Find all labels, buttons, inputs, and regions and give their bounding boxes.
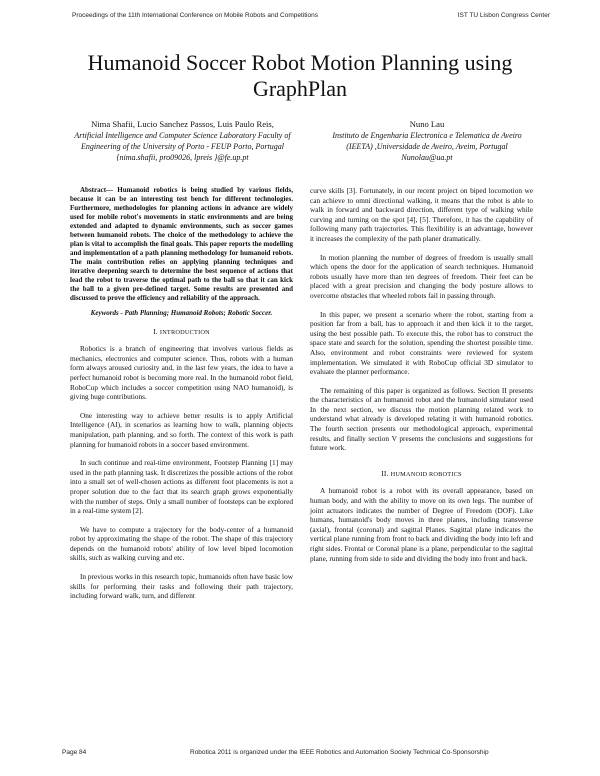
- running-header-left: Proceedings of the 11th International Conference on Mobile Robots and Competitions: [72, 12, 318, 19]
- author-email-2: Nunolau@ua.pt: [401, 153, 453, 162]
- paragraph: In previous works in this research topic, humanoids often have basic low skills for performing their tasks and following their path trajectory, including forward walk, turn, and different: [70, 572, 293, 601]
- abstract: Abstract— Humanoid robotics is being studied by various fields, because it can be an interesting test bench for different technologies. Furthermore, methodologies for planning actions in advance are widely used for mobile robot's movements in static environments and are being extended and adapted to dynamic environments, such as soccer games between humanoid robots. The choice of the methodology to achieve the plan is vital to accomplish the final goals. This paper reports the modelling and implementation of a path planning methodology for humanoid robots. The main contribution relies on applying planning techniques and iterative deepening search to determine the best sequence of actions that lead the robot to traverse the optimal path to the ball so that it can kick the ball to a given pre-defined target. Some results are presented and discussed to prove the efficiency and reliability of the approach.: [70, 186, 293, 302]
- section-heading-humanoid-robotics: [310, 469, 533, 480]
- section-title: INTRODUCTION: [159, 328, 210, 336]
- section-heading-introduction: [70, 327, 293, 338]
- right-column: [310, 186, 533, 572]
- paragraph: One interesting way to achieve better results is to apply Artificial Intelligence (AI), in scenarios as learning how to walk, planning objects manipulation, path planning, and so forth. The context of this work is path planning for humanoid robots in a soccer based environment.: [70, 410, 293, 449]
- paragraph: The remaining of this paper is organized as follows. Section II presents the characteristics of an humanoid robot and the humanoid simulator used In the next section, we discuss the motion planning related work to understand what already is developed relating it with humanoid robotics. The fourth section presents our methodological approach, experimental results, and finally section V presents the conclusions and suggestions for future work.: [310, 385, 533, 453]
- author-names-1: Nima Shafii, Lucio Sanchez Passos, Luis Paulo Reis,: [91, 119, 274, 129]
- paragraph: Robotics is a branch of engineering that involves various fields as mechanics, electronics and computer science. Thus, robots with a human form always aroused curiosity and, in the last few years, the idea to have a perfect humanoid robot is becoming more real. In the humanoid robot field, RoboCup which includes a soccer competition using NAO humanoid), is giving huge contributions.: [70, 344, 293, 402]
- keywords: Keywords - Path Planning; Humanoid Robots; Robotic Soccer.: [90, 309, 273, 317]
- running-header-right: IST TU Lisbon Congress Center: [457, 12, 550, 19]
- author-block-1: [70, 119, 295, 163]
- paragraph: In motion planning the number of degrees of freedom is usually small which opens the door for the application of search techniques. Humanoid robots usually have more than ten degrees of freedom. Their feet can be placed with a great precision and changing the body posture allows to overcome obstacles that wheeled robots fail in passing through.: [310, 252, 533, 300]
- author-affiliation-1: Artificial Intelligence and Computer Science Laboratory Faculty of Engineering of the University of Porto - FEUP Porto, Portugal: [74, 131, 291, 151]
- left-column: [70, 186, 293, 610]
- author-affiliation-2: Instituto de Engenharia Electronica e Telematica de Aveiro (IEETA) ,Universidade de Aveiro, Aveim, Portugal: [332, 131, 522, 151]
- paragraph: In such continue and real-time environment, Footstep Planning [1] may used in the path planning task. It discretizes the possible actions of the robot into a small set of well-chosen actions as different foot placements is not a proper solution due to the fact that its search graph grows exponentially with the number of steps. Only a small number of footsteps can be explored in a real-time system [2].: [70, 458, 293, 516]
- section-number: II.: [381, 468, 389, 478]
- section-title: HUMANOID ROBOTICS: [390, 470, 462, 478]
- section-number: I.: [153, 326, 158, 336]
- paragraph: In this paper, we present a scenario where the robot, starting from a position far from a ball, has to approach it and then kick it to the target, using the best possible path. To execute this, the robot has to construct the space state and search for the solution, spending the shortest possible time. Also, environment and robot constraints were reviewed for system implementation. We simulated it with RoboCup official 3D simulator to evaluate the planner performance.: [310, 309, 533, 377]
- paragraph: curve skills [3]. Fortunately, in our recent project on biped locomotion we can achieve to omni directional walking, it means that the robot is able to walk in forward and backward direction, different type of walking while curving and turning on the spot [4], [5]. Therefore, it has the capability of following many path trajectories. This flexibility is an advantage, however it increases the complexity of the path planer dramatically.: [310, 186, 533, 243]
- paragraph: We have to compute a trajectory for the body-center of a humanoid robot by approximating the shape of the robot. The shape of this trajectory depends on the humanoid robots' ability of low level biped locomotion skills, such as walking curving and etc.: [70, 524, 293, 563]
- footer-note: Robotica 2011 is organized under the IEEE Robotics and Automation Society Technical Co-Sponsorship: [190, 749, 489, 756]
- paragraph: A humanoid robot is a robot with its overall appearance, based on human body, and with the ability to move on its own legs. The number of joint actuators indicates the number of Degree of Freedom (DOF). Like humans, humanoid's body moves in three planes, including transverse (axial), frontal (coronal) and sagittal Planes. Sagittal plane indicates the vertical plane running from front to back and dividing the body into left and right sides. Frontal or Coronal plane is a plane, perpendicular to the sagittal plane, running from side to side and dividing the body into front and back.: [310, 486, 533, 563]
- paper-title: Humanoid Soccer Robot Motion Planning using GraphPlan: [87, 50, 513, 101]
- author-email-1: {nima.shafii, pro09026, lpreis }@fe.up.pt: [116, 153, 249, 162]
- page-number: Page 84: [62, 749, 87, 756]
- author-block-2: [322, 119, 532, 163]
- author-names-2: Nuno Lau: [409, 119, 445, 129]
